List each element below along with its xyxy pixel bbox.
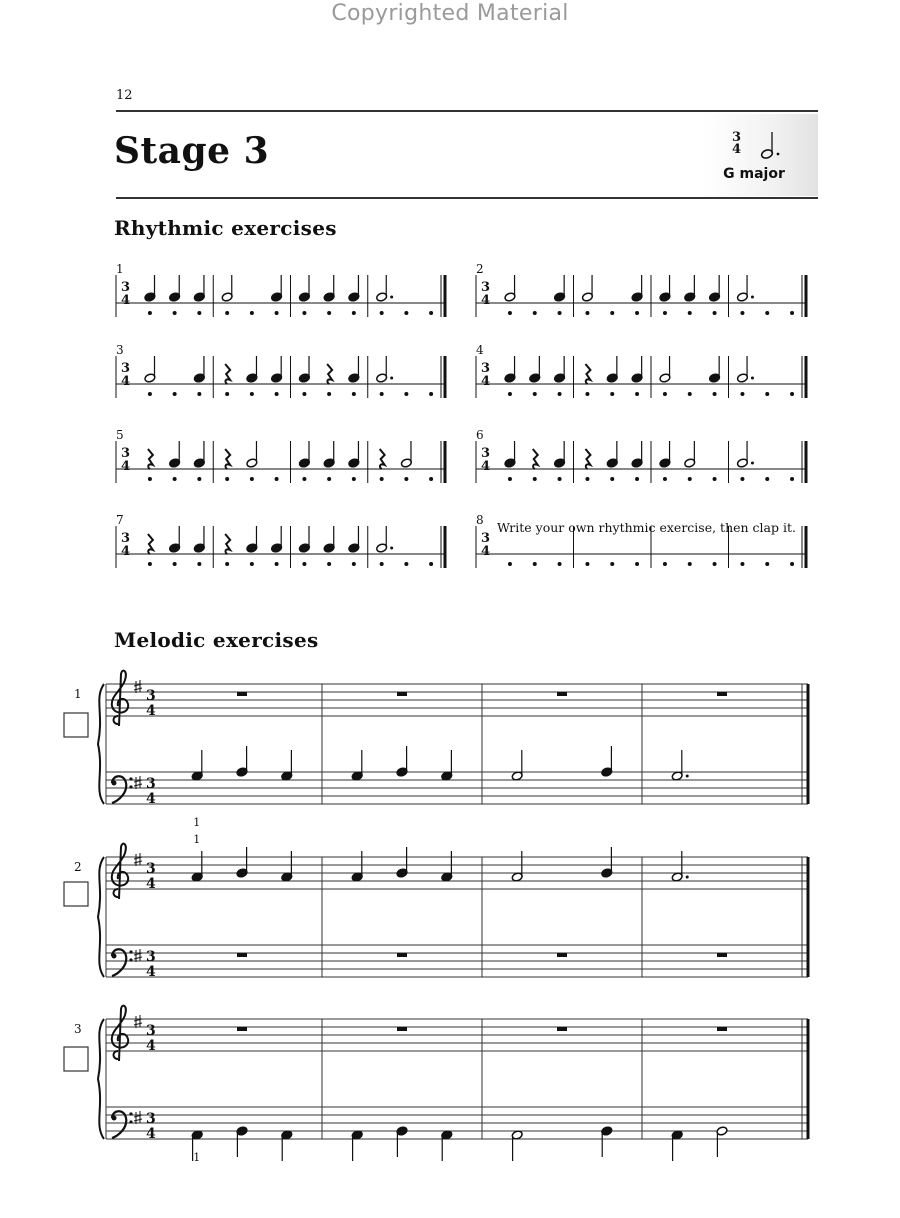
exercise-number: 2	[476, 262, 484, 276]
beat-mark	[275, 477, 279, 481]
beat-mark	[558, 477, 562, 481]
bass-clef-dot	[112, 1116, 117, 1121]
beat-mark	[380, 392, 384, 396]
beat-mark	[404, 392, 408, 396]
beat-mark	[404, 477, 408, 481]
beat-mark	[250, 311, 254, 315]
rhythmic-exercise-7	[116, 513, 445, 568]
beat-mark	[173, 562, 177, 566]
beat-mark	[275, 392, 279, 396]
time-signature-bottom: 4	[146, 703, 156, 719]
whole-rest	[397, 1027, 407, 1031]
quarter-rest	[225, 449, 230, 469]
beat-mark	[197, 562, 201, 566]
beat-mark	[148, 311, 152, 315]
beat-mark	[197, 392, 201, 396]
time-signature-bottom: 4	[481, 544, 491, 559]
sharp-icon	[134, 680, 142, 693]
melodic-exercises-heading: Melodic exercises	[114, 628, 319, 652]
time-signature-bottom: 4	[146, 1126, 156, 1142]
time-signature-bottom: 4	[732, 142, 742, 157]
rhythmic-exercise-4	[476, 343, 806, 398]
time-signature-top: 3	[146, 861, 156, 877]
time-signature-top: 3	[121, 280, 131, 295]
beat-mark	[765, 477, 769, 481]
time-signature-top: 3	[732, 130, 742, 145]
time-signature-bottom: 4	[481, 293, 491, 308]
beat-mark	[275, 311, 279, 315]
note-dot	[751, 377, 754, 380]
beat-mark	[148, 477, 152, 481]
exercise-number: 3	[74, 1022, 82, 1036]
finger-number: 1	[193, 833, 201, 846]
whole-rest	[557, 953, 567, 957]
page-number: 12	[116, 88, 133, 103]
brace-icon	[98, 857, 104, 977]
note-dot	[390, 296, 393, 299]
bass-clef-dot	[129, 1120, 132, 1123]
beat-mark	[533, 477, 537, 481]
whole-rest	[717, 692, 727, 696]
time-signature-bottom: 4	[121, 293, 131, 308]
quarter-rest	[148, 534, 153, 554]
beat-mark	[688, 392, 692, 396]
beat-mark	[765, 392, 769, 396]
sharp-icon	[134, 1111, 142, 1124]
beat-mark	[635, 392, 639, 396]
melodic-exercise-3	[64, 1006, 808, 1164]
beat-mark	[429, 477, 433, 481]
sharp-icon	[134, 853, 142, 866]
finger-number: 1	[193, 1151, 201, 1164]
beat-mark	[302, 562, 306, 566]
whole-rest	[557, 1027, 567, 1031]
beat-mark	[558, 562, 562, 566]
beat-mark	[688, 562, 692, 566]
quarter-rest	[148, 449, 153, 469]
rhythmic-exercise-8	[476, 513, 806, 568]
rhythmic-exercise-1	[116, 262, 445, 317]
whole-rest	[397, 692, 407, 696]
beat-mark	[429, 392, 433, 396]
time-signature-bottom: 4	[146, 791, 156, 807]
beat-mark	[790, 392, 794, 396]
beat-mark	[225, 562, 229, 566]
treble-clef-icon	[112, 1006, 128, 1061]
exercise-number: 2	[74, 860, 82, 874]
time-signature-top: 3	[481, 361, 491, 376]
beat-mark	[173, 477, 177, 481]
beat-mark	[533, 562, 537, 566]
time-signature-bottom: 4	[481, 459, 491, 474]
beat-mark	[148, 392, 152, 396]
whole-rest	[717, 953, 727, 957]
treble-clef-icon	[112, 671, 128, 726]
beat-mark	[765, 562, 769, 566]
time-signature-bottom: 4	[146, 1038, 156, 1054]
time-signature-bottom: 4	[121, 544, 131, 559]
beat-mark	[663, 477, 667, 481]
beat-mark	[635, 562, 639, 566]
beat-mark	[740, 562, 744, 566]
beat-mark	[713, 311, 717, 315]
time-signature-bottom: 4	[146, 876, 156, 892]
beat-mark	[380, 311, 384, 315]
beat-mark	[352, 392, 356, 396]
time-signature-top: 3	[121, 531, 131, 546]
time-signature-top: 3	[146, 776, 156, 792]
beat-mark	[302, 477, 306, 481]
beat-mark	[740, 477, 744, 481]
key-label: G major	[723, 166, 785, 182]
copyright-watermark: Copyrighted Material	[331, 1, 569, 26]
beat-mark	[533, 311, 537, 315]
beat-mark	[740, 311, 744, 315]
beat-mark	[558, 311, 562, 315]
note-dot	[390, 377, 393, 380]
beat-mark	[352, 562, 356, 566]
tick-box	[64, 882, 88, 906]
beat-mark	[558, 392, 562, 396]
rhythmic-exercise-5	[116, 428, 445, 483]
sharp-icon	[134, 949, 142, 962]
bass-clef-dot	[112, 781, 117, 786]
bass-clef-dot	[112, 954, 117, 959]
quarter-rest	[533, 449, 538, 469]
beat-mark	[250, 392, 254, 396]
time-signature-top: 3	[481, 280, 491, 295]
beat-mark	[197, 311, 201, 315]
whole-rest	[397, 953, 407, 957]
brace-icon	[98, 684, 104, 804]
quarter-rest	[585, 364, 590, 384]
beat-mark	[327, 311, 331, 315]
bass-clef-dot	[129, 958, 132, 961]
bass-clef-dot	[129, 1112, 132, 1115]
whole-rest	[237, 692, 247, 696]
exercise-number: 4	[476, 343, 484, 357]
time-signature-top: 3	[146, 1111, 156, 1127]
time-signature-top: 3	[481, 531, 491, 546]
time-signature-bottom: 4	[481, 374, 491, 389]
rhythmic-exercise-2	[476, 262, 806, 317]
beat-mark	[610, 392, 614, 396]
time-signature-top: 3	[146, 949, 156, 965]
beat-mark	[327, 392, 331, 396]
time-signature-top: 3	[481, 446, 491, 461]
beat-mark	[635, 311, 639, 315]
tick-box	[64, 713, 88, 737]
beat-mark	[688, 311, 692, 315]
beat-mark	[585, 311, 589, 315]
melodic-exercise-1	[64, 671, 808, 829]
exercise-8-instruction: Write your own rhythmic exercise, then clap it.	[497, 520, 796, 535]
note-dot	[390, 547, 393, 550]
beat-mark	[225, 311, 229, 315]
beat-mark	[508, 562, 512, 566]
whole-rest	[717, 1027, 727, 1031]
beat-mark	[302, 311, 306, 315]
beat-mark	[610, 562, 614, 566]
beat-mark	[302, 392, 306, 396]
note-dot	[686, 876, 689, 879]
beat-mark	[225, 477, 229, 481]
beat-mark	[663, 562, 667, 566]
beat-mark	[610, 311, 614, 315]
rhythmic-exercise-6	[476, 428, 806, 483]
beat-mark	[585, 392, 589, 396]
exercise-number: 3	[116, 343, 124, 357]
rhythmic-exercises-heading: Rhythmic exercises	[114, 216, 337, 240]
beat-mark	[380, 562, 384, 566]
note-dot	[686, 775, 689, 778]
bass-clef-dot	[129, 785, 132, 788]
beat-mark	[765, 311, 769, 315]
sharp-icon	[134, 1015, 142, 1028]
beat-mark	[713, 562, 717, 566]
beat-mark	[713, 392, 717, 396]
beat-mark	[250, 562, 254, 566]
beat-mark	[508, 477, 512, 481]
exercise-number: 8	[476, 513, 484, 527]
whole-rest	[557, 692, 567, 696]
beat-mark	[585, 477, 589, 481]
beat-mark	[740, 392, 744, 396]
exercise-number: 1	[74, 687, 82, 701]
beat-mark	[250, 477, 254, 481]
time-signature-top: 3	[146, 1023, 156, 1039]
time-signature-top: 3	[121, 361, 131, 376]
rhythmic-exercise-3	[116, 343, 445, 398]
beat-mark	[327, 477, 331, 481]
time-signature-bottom: 4	[146, 964, 156, 980]
beat-mark	[688, 477, 692, 481]
beat-mark	[533, 392, 537, 396]
exercise-number: 6	[476, 428, 484, 442]
beat-mark	[663, 311, 667, 315]
beat-mark	[585, 562, 589, 566]
beat-mark	[173, 311, 177, 315]
quarter-rest	[380, 449, 385, 469]
time-signature-top: 3	[121, 446, 131, 461]
time-signature-bottom: 4	[121, 459, 131, 474]
beat-mark	[352, 477, 356, 481]
finger-number: 1	[193, 816, 201, 829]
tick-box	[64, 1047, 88, 1071]
beat-mark	[327, 562, 331, 566]
beat-mark	[610, 477, 614, 481]
whole-rest	[237, 1027, 247, 1031]
beat-mark	[429, 311, 433, 315]
beat-mark	[508, 311, 512, 315]
quarter-rest	[225, 534, 230, 554]
exercise-number: 5	[116, 428, 124, 442]
beat-mark	[225, 392, 229, 396]
time-signature-top: 3	[146, 688, 156, 704]
beat-mark	[663, 392, 667, 396]
melodic-exercise-2	[64, 833, 808, 980]
bass-clef-dot	[129, 777, 132, 780]
beat-mark	[508, 392, 512, 396]
beat-mark	[197, 477, 201, 481]
time-signature-bottom: 4	[121, 374, 131, 389]
beat-mark	[352, 311, 356, 315]
beat-mark	[713, 477, 717, 481]
treble-clef-icon	[112, 844, 128, 899]
bass-clef-dot	[129, 950, 132, 953]
note-dot	[751, 462, 754, 465]
stage-title: Stage 3	[114, 130, 270, 172]
beat-mark	[790, 311, 794, 315]
beat-mark	[380, 477, 384, 481]
whole-rest	[237, 953, 247, 957]
beat-mark	[635, 477, 639, 481]
note-dot	[751, 296, 754, 299]
brace-icon	[98, 1019, 104, 1139]
exercise-number: 1	[116, 262, 124, 276]
beat-mark	[429, 562, 433, 566]
beat-mark	[790, 562, 794, 566]
beat-mark	[404, 562, 408, 566]
sharp-icon	[134, 776, 142, 789]
beat-mark	[148, 562, 152, 566]
exercise-number: 7	[116, 513, 124, 527]
beat-mark	[275, 562, 279, 566]
quarter-rest	[225, 364, 230, 384]
quarter-rest	[327, 364, 332, 384]
beat-mark	[404, 311, 408, 315]
quarter-rest	[585, 449, 590, 469]
beat-mark	[173, 392, 177, 396]
beat-mark	[790, 477, 794, 481]
